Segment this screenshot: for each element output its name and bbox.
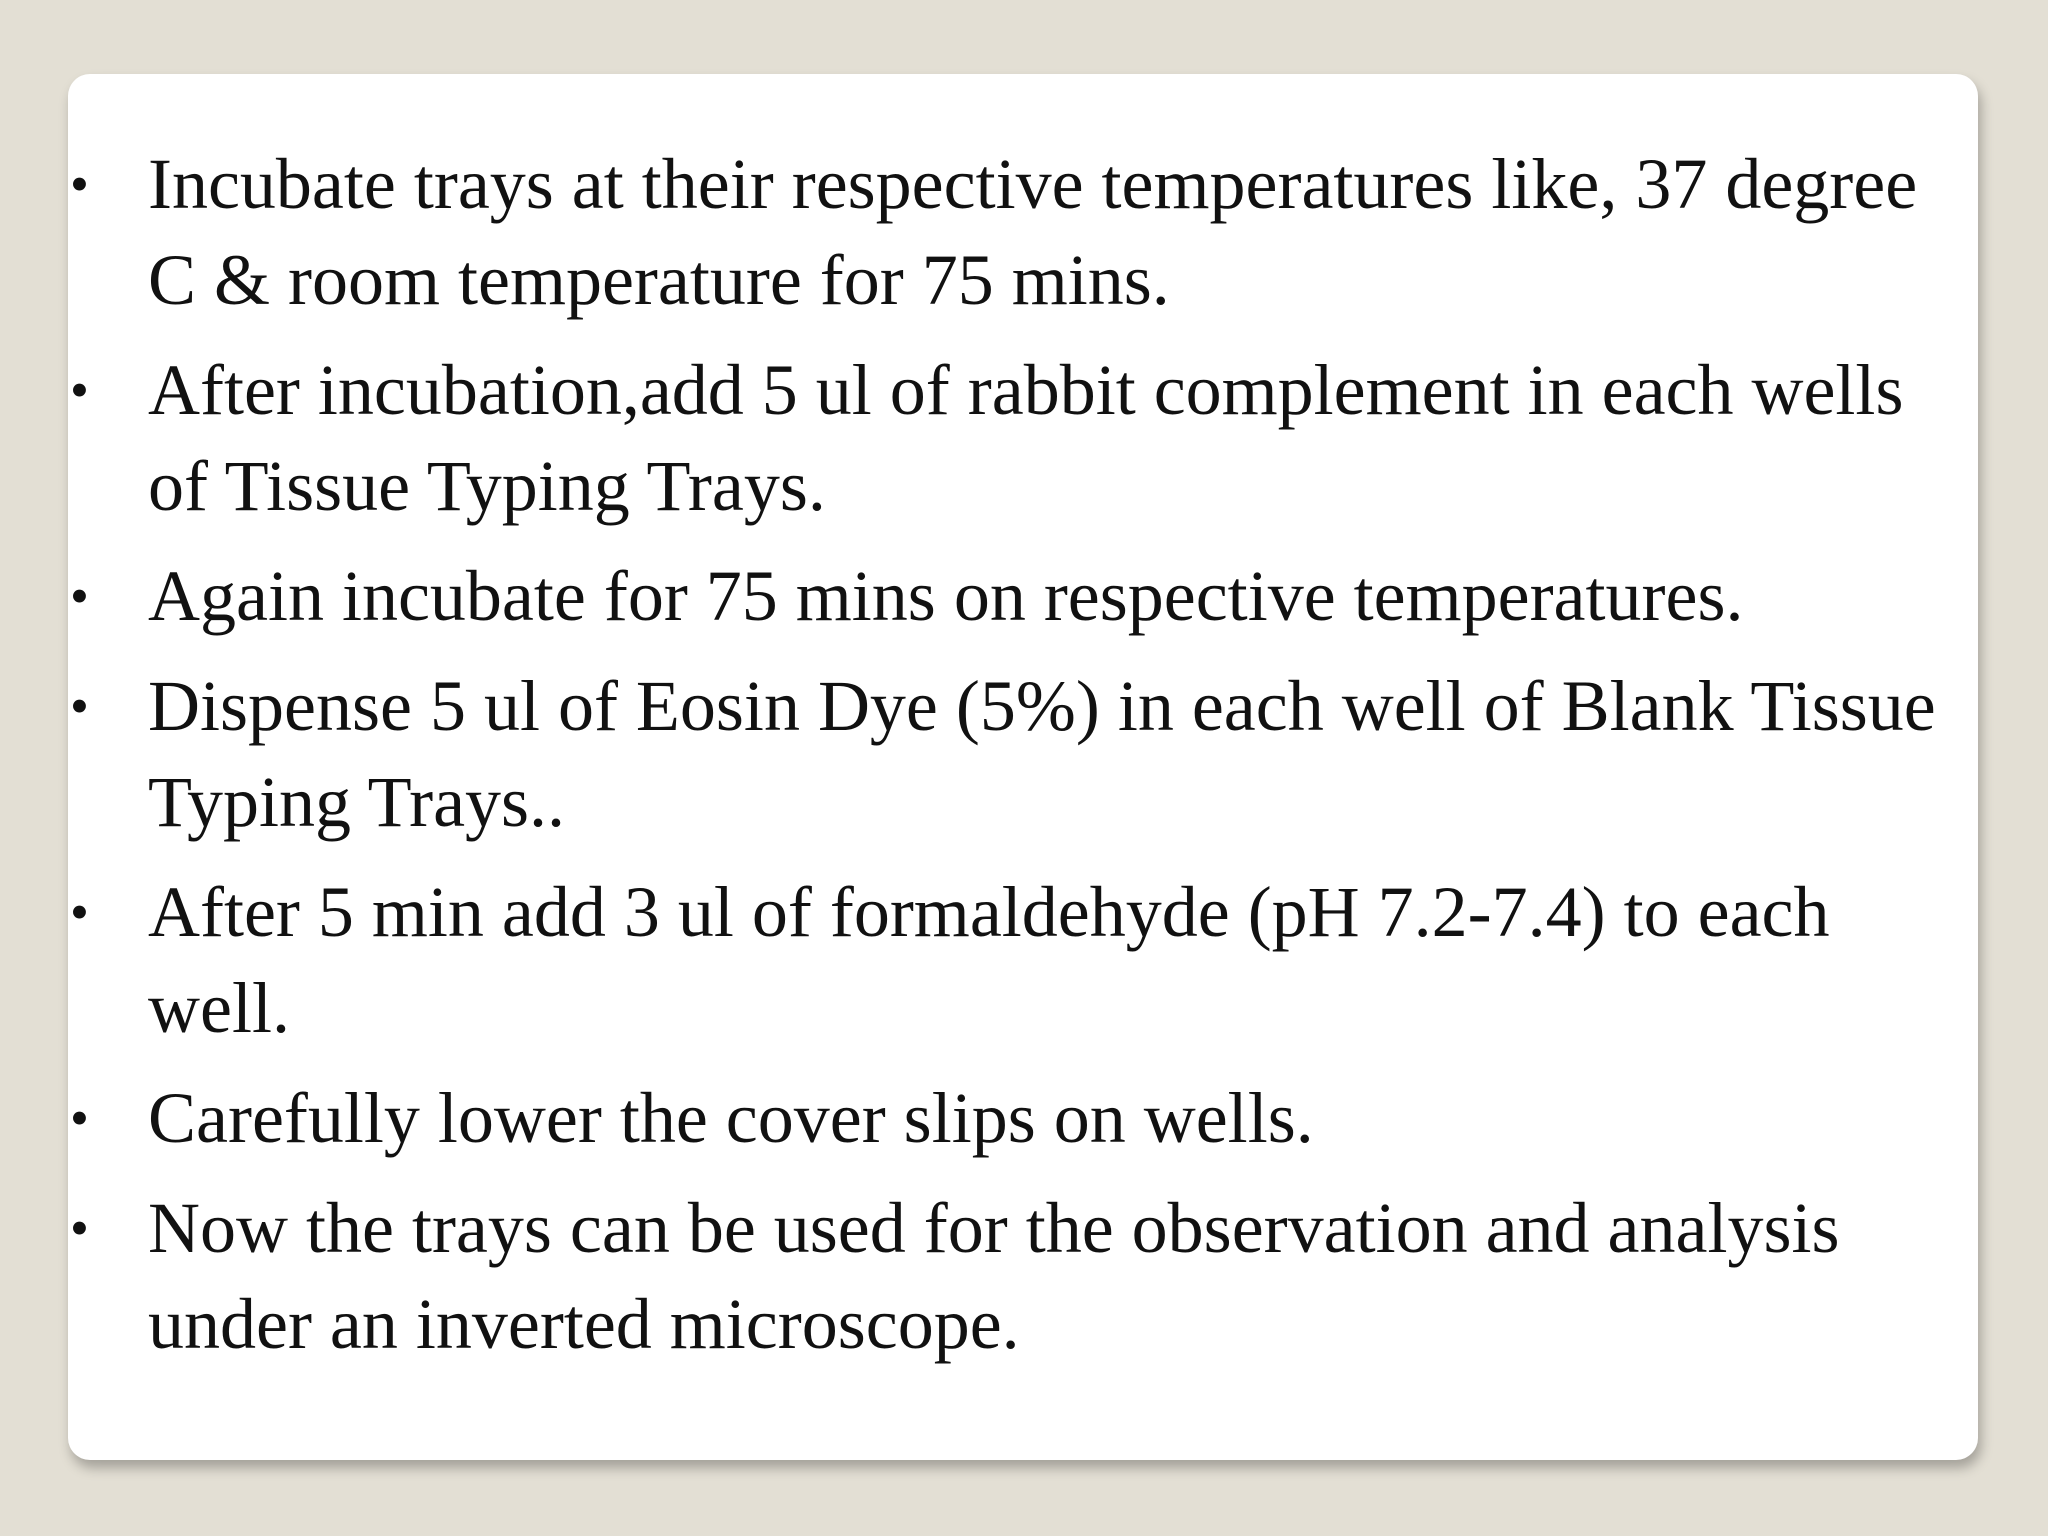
bullet-text: Dispense 5 ul of Eosin Dye (5%) in each well of Blank Tissue Typing Trays.. <box>148 666 1936 842</box>
bullet-item-3 <box>68 548 1978 644</box>
bullet-dot-icon: • <box>70 360 89 420</box>
bullet-dot-icon: • <box>70 566 89 626</box>
bullet-item-6 <box>68 1070 1978 1166</box>
bullet-item-2 <box>68 342 1978 534</box>
bullet-item-7 <box>68 1180 1978 1372</box>
bullet-list <box>68 136 1978 1386</box>
bullet-text: After incubation,add 5 ul of rabbit complement in each wells of Tissue Typing Trays. <box>148 350 1904 526</box>
slide-card <box>68 74 1978 1460</box>
bullet-dot-icon: • <box>70 676 89 736</box>
bullet-item-5 <box>68 864 1978 1056</box>
bullet-item-1 <box>68 136 1978 328</box>
bullet-dot-icon: • <box>70 882 89 942</box>
bullet-text: Incubate trays at their respective temperatures like, 37 degree C & room temperature for 75 mins. <box>148 144 1918 320</box>
bullet-dot-icon: • <box>70 1198 89 1258</box>
bullet-text: Carefully lower the cover slips on wells. <box>148 1078 1314 1158</box>
bullet-text: Again incubate for 75 mins on respective temperatures. <box>148 556 1744 636</box>
bullet-dot-icon: • <box>70 1088 89 1148</box>
bullet-item-4 <box>68 658 1978 850</box>
bullet-dot-icon: • <box>70 154 89 214</box>
bullet-text: Now the trays can be used for the observation and analysis under an inverted microscope. <box>148 1188 1840 1364</box>
bullet-text: After 5 min add 3 ul of formaldehyde (pH 7.2-7.4) to each well. <box>148 872 1830 1048</box>
